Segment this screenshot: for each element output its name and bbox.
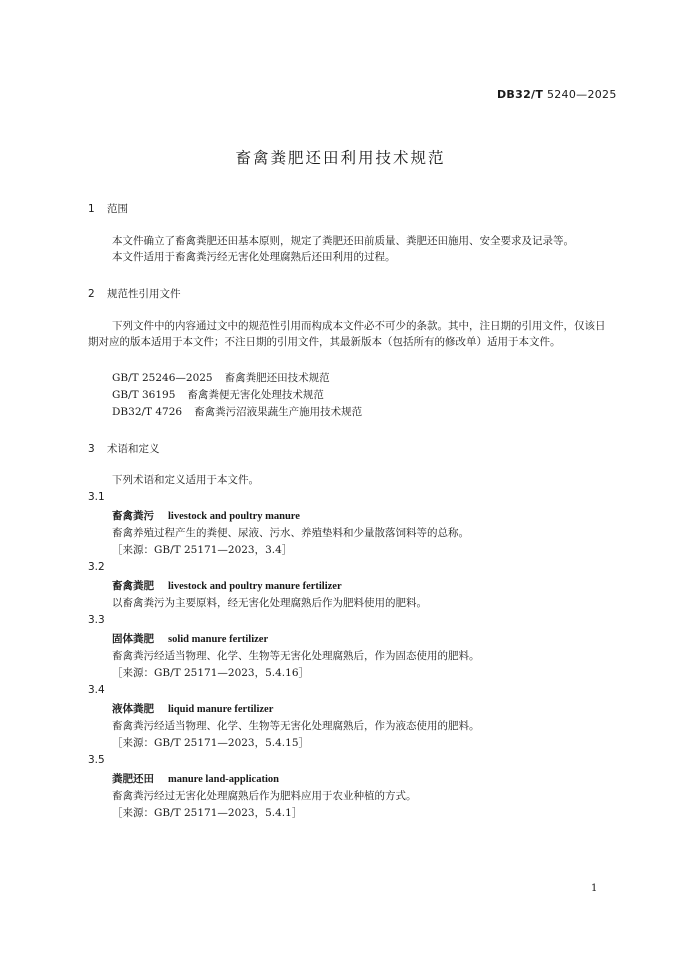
standard-prefix: DB32/T (497, 88, 544, 101)
term-source: ［来源：GB/T 25171—2023，5.4.1］ (112, 807, 303, 819)
term-source: ［来源：GB/T 25171—2023，3.4］ (112, 544, 293, 556)
paragraph: 下列术语和定义适用于本文件。 (112, 474, 259, 486)
reference-name: 畜禽粪污沼液果蔬生产施用技术规范 (194, 406, 363, 418)
term-english: livestock and poultry manure fertilizer (168, 581, 342, 592)
term-number: 3.2 (88, 561, 105, 573)
section-title: 术语和定义 (107, 443, 160, 455)
paragraph: 本文件适用于畜禽粪污经无害化处理腐熟后还田利用的过程。 (112, 251, 396, 263)
term-english: manure land-application (168, 774, 279, 785)
section-heading-terms-and-definitions (88, 441, 160, 456)
page-number: 1 (591, 883, 598, 894)
reference-item (112, 370, 330, 386)
section-number: 3 (88, 443, 95, 455)
section-title: 规范性引用文件 (107, 288, 181, 300)
term-number: 3.3 (88, 614, 105, 626)
term-chinese: 畜禽粪污 (112, 510, 154, 522)
term-number: 3.1 (88, 491, 105, 503)
section-heading-normative-references (88, 286, 181, 301)
section-number: 1 (88, 203, 95, 215)
term-heading (112, 771, 279, 786)
standard-number: 5240—2025 (546, 88, 617, 101)
reference-name: 畜禽粪便无害化处理技术规范 (187, 389, 324, 401)
term-chinese: 粪肥还田 (112, 773, 154, 785)
term-source: ［来源：GB/T 25171—2023，5.4.15］ (112, 737, 310, 749)
term-english: livestock and poultry manure (168, 511, 300, 522)
term-heading (112, 701, 273, 716)
term-definition: 以畜禽粪污为主要原料，经无害化处理腐熟后作为肥料使用的肥料。 (112, 597, 427, 609)
term-definition: 畜禽粪污经适当物理、化学、生物等无害化处理腐熟后，作为固态使用的肥料。 (112, 650, 480, 662)
section-number: 2 (88, 288, 95, 300)
term-definition: 畜禽养殖过程产生的粪便、尿液、污水、养殖垫料和少量散落饲料等的总称。 (112, 527, 469, 539)
term-english: solid manure fertilizer (168, 634, 269, 645)
document-title: 畜禽粪肥还田利用技术规范 (235, 149, 446, 167)
reference-code: DB32/T 4726 (112, 406, 183, 418)
section-title: 范围 (107, 203, 128, 215)
term-heading (112, 631, 268, 646)
term-chinese: 固体粪肥 (112, 633, 154, 645)
term-chinese: 畜禽粪肥 (112, 580, 154, 592)
term-number: 3.5 (88, 754, 105, 766)
reference-code: GB/T 36195 (112, 389, 176, 401)
standard-code (497, 88, 617, 101)
paragraph: 本文件确立了畜禽粪肥还田基本原则，规定了粪肥还田前质量、粪肥还田施用、安全要求及记录等。 (112, 235, 574, 247)
reference-name: 畜禽粪肥还田技术规范 (224, 372, 330, 384)
term-source: ［来源：GB/T 25171—2023，5.4.16］ (112, 667, 310, 679)
reference-item (112, 404, 362, 420)
section-heading-scope (88, 201, 128, 216)
term-english: liquid manure fertilizer (168, 704, 274, 715)
reference-item (112, 387, 324, 403)
paragraph: 下列文件中的内容通过文中的规范性引用而构成本文件必不可少的条款。其中，注日期的引用文件，仅该日期对应的版本适用于本文件；不注日期的引用文件，其最新版本（包括所有的修改单）适用于本文件。 (88, 320, 606, 348)
term-definition: 畜禽粪污经过无害化处理腐熟后作为肥料应用于农业种植的方式。 (112, 790, 417, 802)
term-chinese: 液体粪肥 (112, 703, 154, 715)
term-heading (112, 508, 300, 523)
reference-code: GB/T 25246—2025 (112, 372, 213, 384)
term-definition: 畜禽粪污经适当物理、化学、生物等无害化处理腐熟后，作为液态使用的肥料。 (112, 720, 480, 732)
term-number: 3.4 (88, 684, 105, 696)
term-heading (112, 578, 342, 593)
